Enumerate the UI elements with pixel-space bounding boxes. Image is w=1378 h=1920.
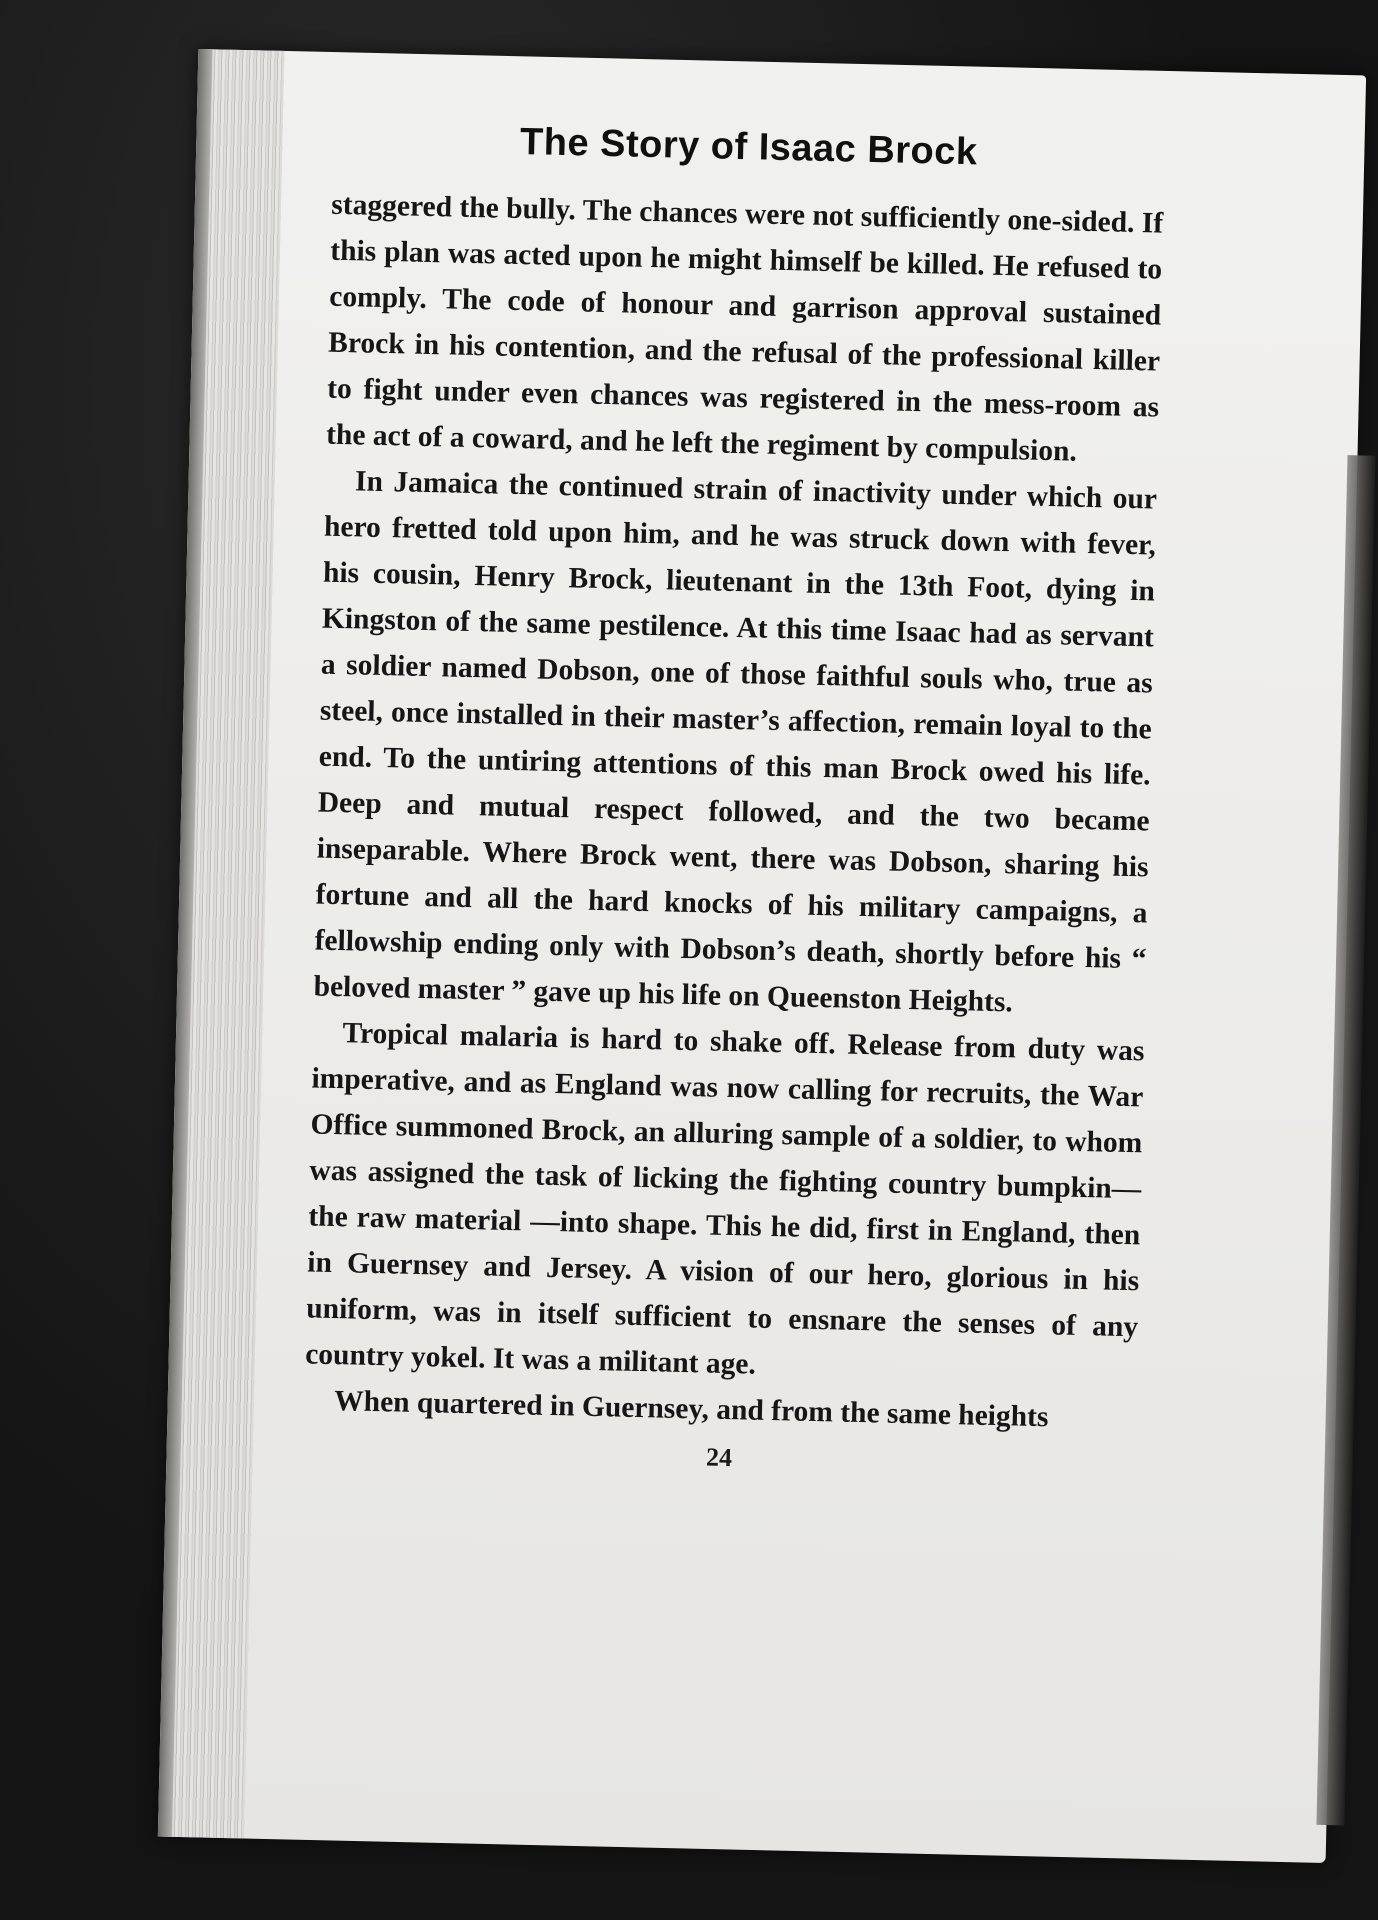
paragraph-4: When quartered in Guernsey, and from the same heights xyxy=(333,1385,1049,1434)
page-content xyxy=(303,117,1165,1483)
body-text xyxy=(304,182,1164,1443)
paragraph-3: Tropical malaria is hard to shake off. Release from duty was imperative, and as England was now calling for recruits, the War Office summoned Brock, an alluring sample of a soldier, to whom was assigned the task of licking the fighting country bumpkin—the raw material —into shape. This he did, first in England, then in Guernsey and Jersey. A vision of our hero, glorious in his uniform, was in itself sufficient to ensnare the senses of any country yokel. It was a militant age. xyxy=(304,1017,1145,1381)
paragraph-2: In Jamaica the continued strain of inactivity under which our hero fretted told upon him, and he was struck down with fever, his cousin, Henry Brock, lieutenant in the 13th Foot, dying in Kingston of the same pestilence. At this time Isaac had as servant a soldier named Dobson, one of those faithful souls who, true as steel, once installed in their master’s affection, remain loyal to the end. To the untiring attentions of this man Brock owed his life. Deep and mutual respect followed, and the two became inseparable. Where Brock went, there was Dobson, sharing his fortune and all the hard knocks of his military campaigns, a fellowship ending only with Dobson’s death, shortly before his “ beloved master ” gave up his life on Queenston Heights. xyxy=(313,465,1158,1019)
running-head: The Story of Isaac Brock xyxy=(519,120,979,174)
page-number: 24 xyxy=(705,1442,733,1473)
paragraph-1: staggered the bully. The chances were not sufficiently one-sided. If this plan was acted upon he might himself be killed. He refused to comply. The code of honour and garrison approval sustained Brock in his contention, and the refusal of the professional killer to fight under even chances was registered in the mess-room as the act of a coward, and he left the regiment by compulsion. xyxy=(325,188,1164,468)
